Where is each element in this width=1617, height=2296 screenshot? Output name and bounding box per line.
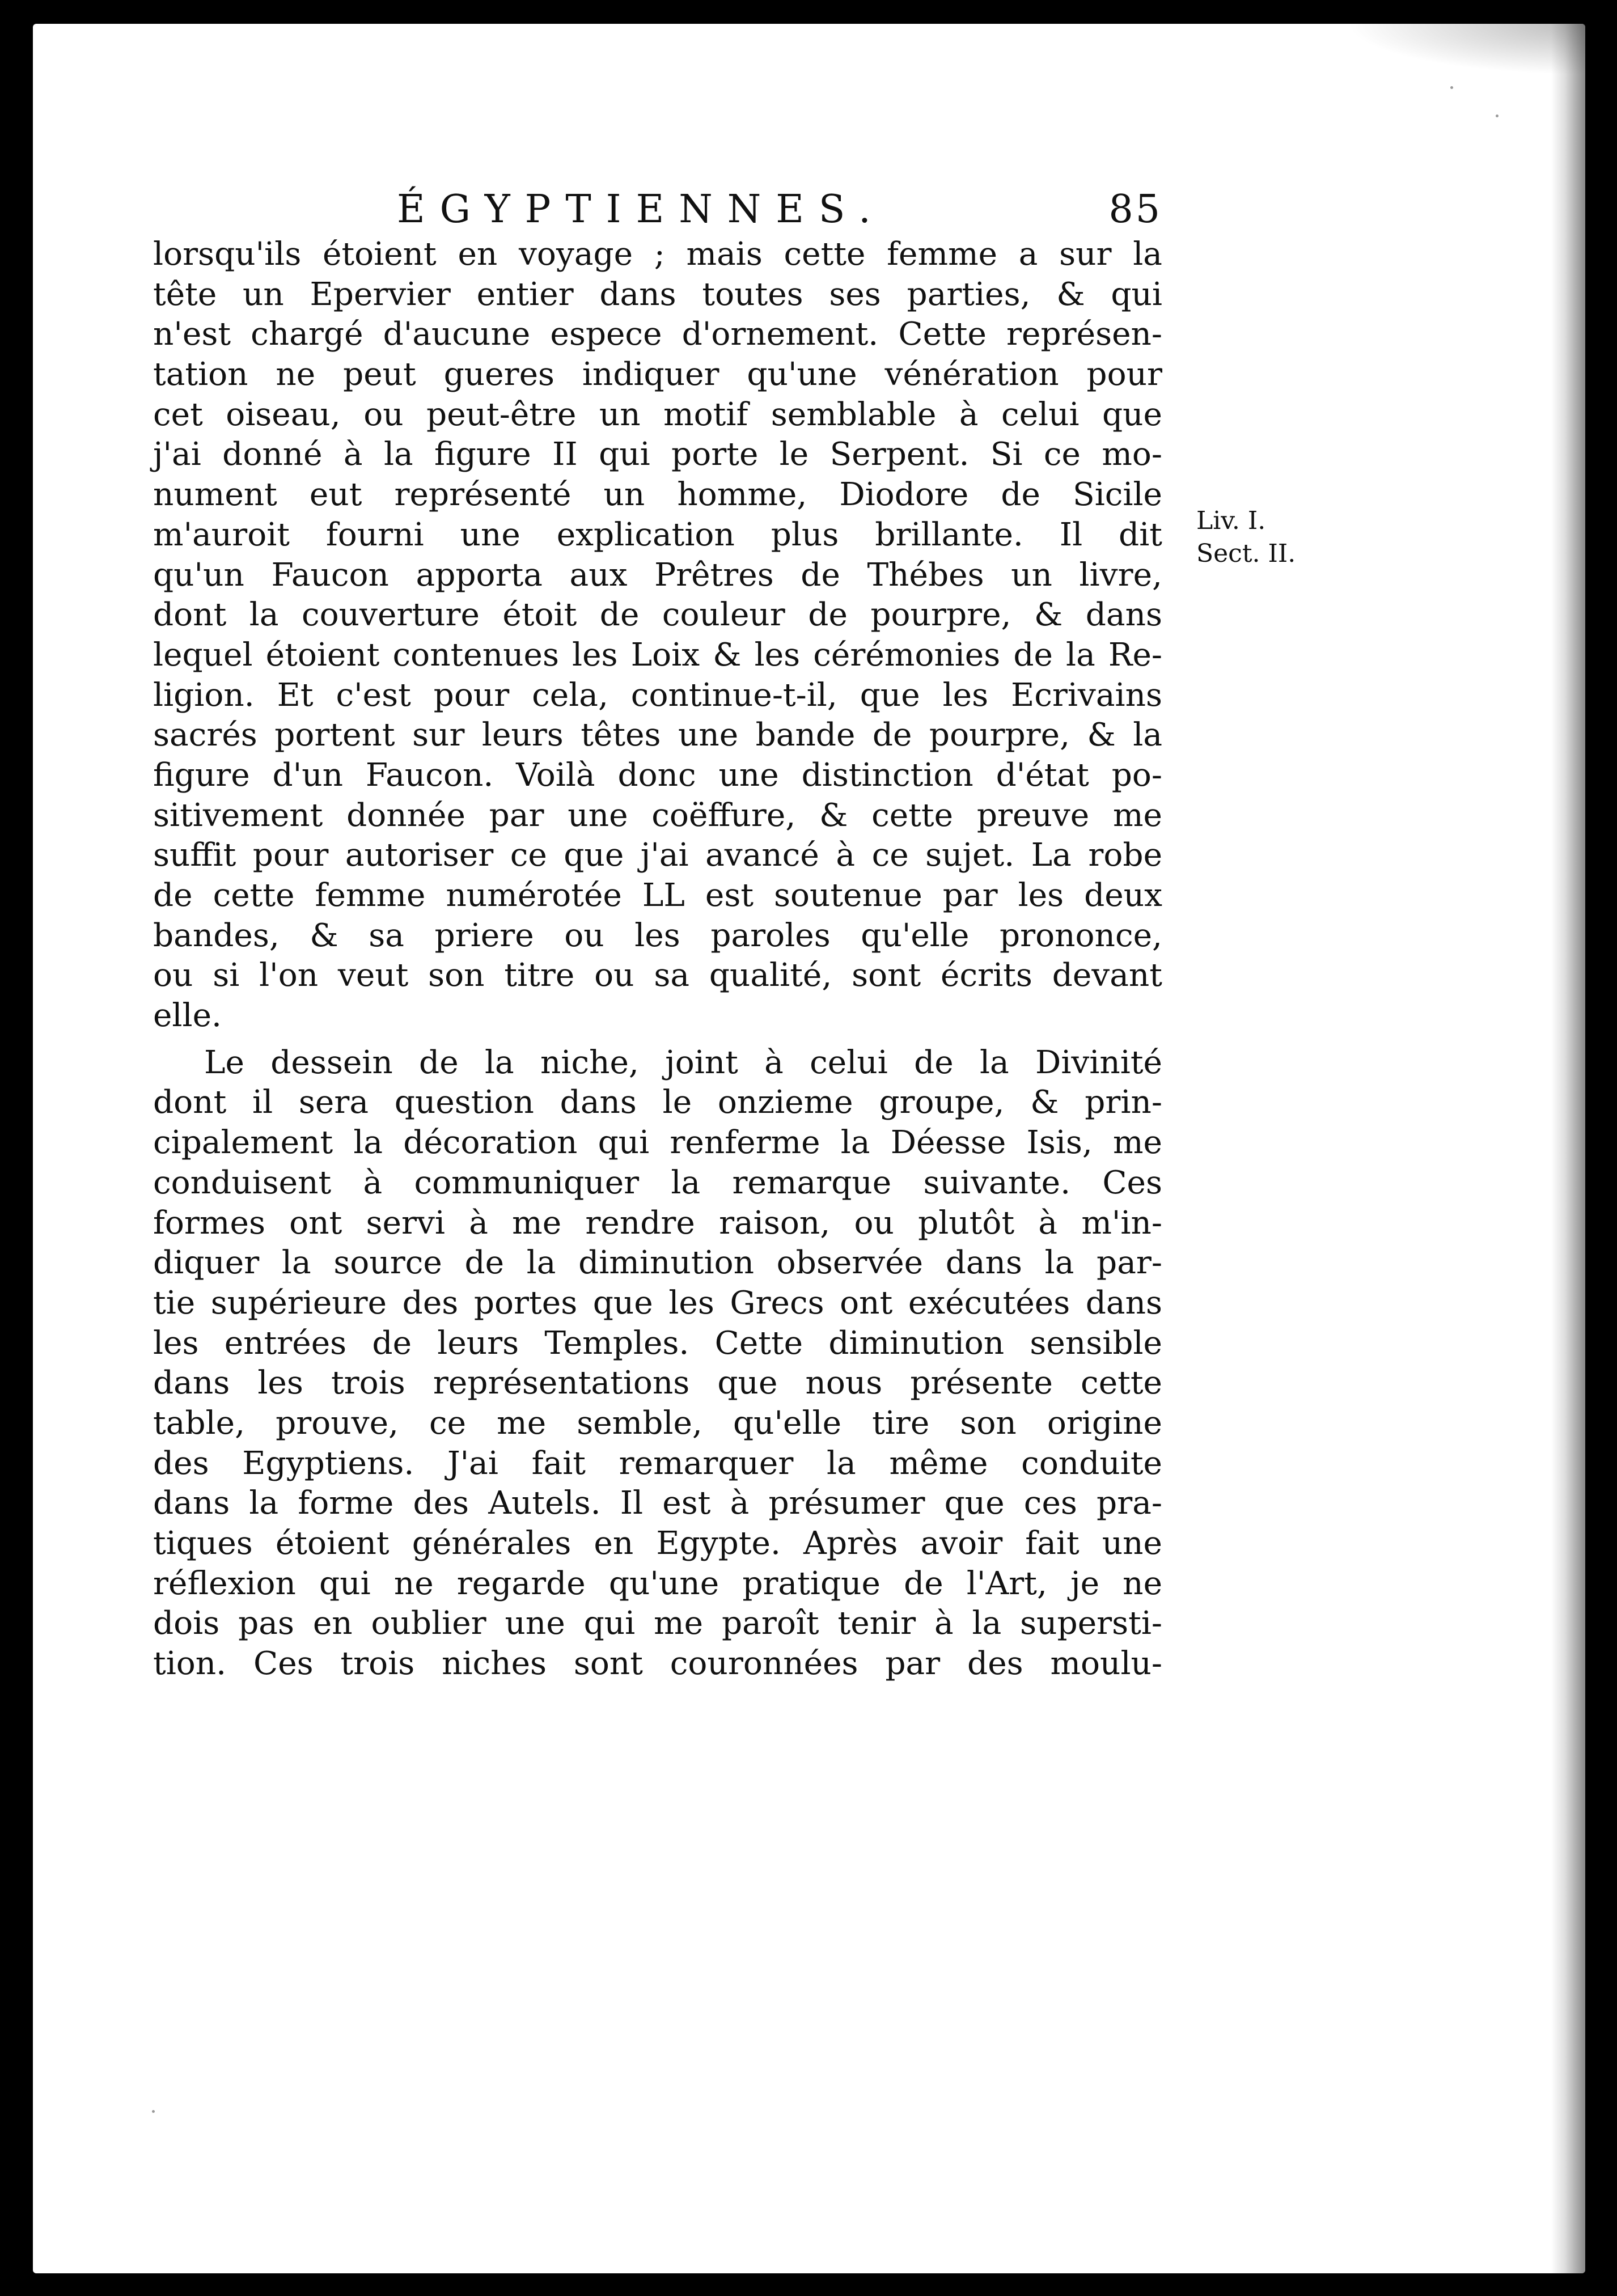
text-line: elle. [153,997,222,1035]
text-line: de cette femme numérotée LL est soutenue par les deux [153,877,1162,914]
text-line: tion. Ces trois niches sont couronnées par des moulu- [153,1645,1162,1683]
text-line: qu'un Faucon apporta aux Prêtres de Thébes un livre, [153,556,1162,594]
text-line: dont il sera question dans le onzieme groupe, & prin- [153,1084,1162,1121]
text-line: Le dessein de la niche, joint à celui de la Divinité [204,1044,1162,1081]
margin-note-book: Liv. I. [1196,506,1266,535]
margin-note-section: Sect. II. [1196,539,1296,568]
text-line: diquer la source de la diminution observée dans la par- [153,1244,1162,1282]
text-line: n'est chargé d'aucune espece d'ornement. Cette représen- [153,316,1162,353]
text-line: des Egyptiens. J'ai fait remarquer la même conduite [153,1444,1162,1482]
paper-speck [152,2110,155,2113]
margin-note [1196,505,1366,570]
text-line: suffit pour autoriser ce que j'ai avancé à ce sujet. La robe [153,837,1162,874]
text-line: ligion. Et c'est pour cela, continue-t-il, que les Ecrivains [153,676,1162,714]
text-line: ou si l'on veut son titre ou sa qualité, sont écrits devant [153,957,1162,994]
text-line: sitivement donnée par une coëffure, & cette preuve me [153,797,1162,834]
text-line: dans les trois représentations que nous présente cette [153,1365,1162,1402]
text-line: dois pas en oublier une qui me paroît tenir à la supersti- [153,1605,1162,1642]
paper-speck [1450,86,1453,89]
text-line: réflexion qui ne regarde qu'une pratique de l'Art, je ne [153,1565,1162,1602]
text-line: figure d'un Faucon. Voilà donc une distinction d'état po- [153,756,1162,794]
paper-speck [1496,115,1499,117]
text-line: tête un Epervier entier dans toutes ses parties, & qui [153,276,1162,313]
body-text [153,235,1162,1684]
header-title: ÉGYPTIENNES. [397,187,886,232]
text-line: lequel étoient contenues les Loix & les cérémonies de la Re- [153,636,1162,673]
text-line: cet oiseau, ou peut-être un motif semblable à celui que [153,396,1162,433]
text-line: dont la couverture étoit de couleur de pourpre, & dans [153,596,1162,634]
text-line: dans la forme des Autels. Il est à présumer que ces pra- [153,1485,1162,1522]
text-line: les entrées de leurs Temples. Cette diminution sensible [153,1324,1162,1362]
page-number: 85 [1108,187,1162,232]
text-line: bandes, & sa priere ou les paroles qu'elle prononce, [153,917,1162,954]
text-line: lorsqu'ils étoient en voyage ; mais cette femme a sur la [153,236,1162,273]
page-edge-shadow [1551,24,1585,2273]
text-line: tie supérieure des portes que les Grecs ont exécutées dans [153,1284,1162,1321]
page-corner-smudge [1347,24,1585,75]
text-line: tation ne peut gueres indiquer qu'une vénération pour [153,356,1162,393]
text-line: sacrés portent sur leurs têtes une bande de pourpre, & la [153,717,1162,754]
text-line: table, prouve, ce me semble, qu'elle tire son origine [153,1404,1162,1442]
text-line: cipalement la décoration qui renferme la Déesse Isis, me [153,1124,1162,1162]
text-line: nument eut représenté un homme, Diodore de Sicile [153,476,1162,514]
text-line: tiques étoient générales en Egypte. Après avoir fait une [153,1525,1162,1562]
paragraph-2 [153,1043,1162,1684]
text-line: j'ai donné à la figure II qui porte le Serpent. Si ce mo- [153,436,1162,473]
text-line: conduisent à communiquer la remarque suivante. Ces [153,1164,1162,1201]
text-line: m'auroit fourni une explication plus brillante. Il dit [153,516,1162,553]
paragraph-1 [153,235,1162,1036]
text-line: formes ont servi à me rendre raison, ou plutôt à m'in- [153,1204,1162,1242]
